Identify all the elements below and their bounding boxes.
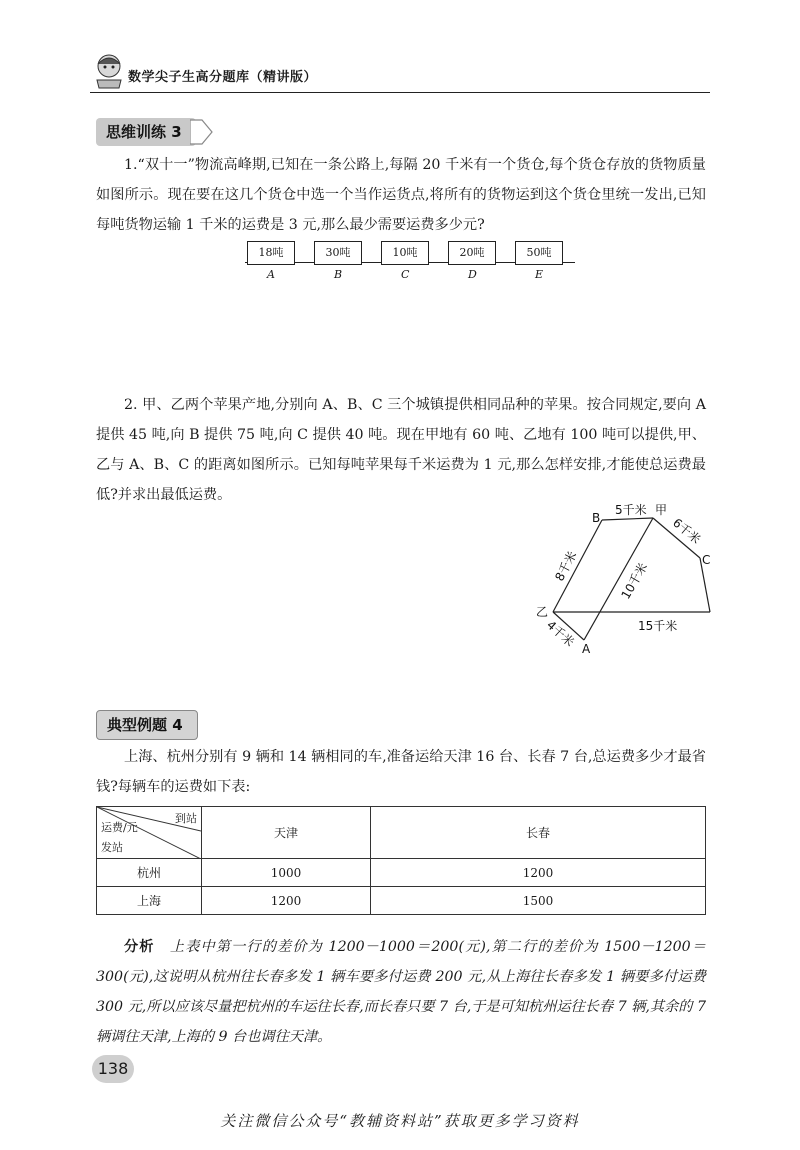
distance-jia-a: 10千米 (618, 560, 651, 602)
warehouse-e-box (515, 241, 563, 265)
corner-freight: 运费/元 (101, 821, 138, 834)
table-corner-cell (97, 807, 202, 859)
warehouse-c-box (381, 241, 429, 265)
distance-diagram (520, 500, 720, 660)
table-cell: 1200 (202, 887, 371, 915)
warehouse-weight: 50吨 (526, 246, 552, 259)
distance-yi-a: 4千米 (543, 617, 577, 650)
footer-note: 关注微信公众号“教辅资料站”获取更多学习资料 (220, 1112, 580, 1130)
distance-b-yi: 8千米 (552, 548, 580, 584)
mascot-icon (92, 52, 126, 90)
analysis-paragraph (96, 932, 706, 1052)
tab-arrow-icon (190, 118, 214, 146)
node-a-label: A (582, 642, 591, 656)
section-title-thinking (96, 118, 196, 146)
warehouse-label-d: D (468, 268, 477, 281)
analysis-text: 上表中第一行的差价为 1200－1000＝200(元),第二行的差价为 1500－1200＝300(元),这说明从杭州往长春多发 1 辆车要多付运费 200 元,从上海往长春多发 1 辆要多付运费 300 元,所以应该尽量把杭州的车运往长春,而长春只要 7 台,于是可知杭州运往长春 7 辆,其余的 7 辆调往天津,上海的 9 台也调往天津。 (96, 939, 707, 1045)
warehouse-label-c: C (401, 268, 410, 281)
node-yi-label: 乙 (536, 605, 549, 619)
section-title-example (96, 710, 198, 740)
table-cell: 1000 (202, 859, 371, 887)
table-row (97, 887, 706, 915)
row-origin: 上海 (97, 887, 202, 915)
section-title-text: 典型例题 4 (107, 716, 183, 734)
analysis-label: 分析 (124, 939, 155, 955)
warehouse-weight: 18吨 (258, 246, 284, 259)
warehouse-b-box (314, 241, 362, 265)
edge-b-jia (602, 518, 653, 520)
book-title: 数学尖子生高分题库（精讲版） (128, 70, 318, 85)
table-cell: 1200 (371, 859, 706, 887)
node-c-label: C (702, 553, 711, 567)
node-jia-label: 甲 (655, 503, 668, 517)
problem-1-text: 1.“双十一”物流高峰期,已知在一条公路上,每隔 20 千米有一个货仓,每个货仓存放的货物质量如图所示。现在要在这几个货仓中选一个当作运货点,将所有的货物运到这个货仓里统一发出,已知每吨货物运输 1 千米的运费是 3 元,那么最少需要运费多少元? (96, 157, 706, 233)
distance-yi-c: 15千米 (638, 619, 678, 633)
distance-b-jia: 5千米 (615, 503, 647, 517)
corner-to-station: 到站 (175, 812, 197, 825)
example-question: 上海、杭州分别有 9 辆和 14 辆相同的车,准备运给天津 16 台、长春 7 台,总运费多少才最省钱?每辆车的运费如下表: (96, 749, 706, 795)
node-b-label: B (592, 511, 601, 525)
page-number: 138 (92, 1055, 134, 1083)
column-header: 长春 (371, 807, 706, 859)
problem-2-text: 2. 甲、乙两个苹果产地,分别向 A、B、C 三个城镇提供相同品种的苹果。按合同规定,要向 A 提供 45 吨,向 B 提供 75 吨,向 C 提供 40 吨。现在甲地有 60 吨、乙地有 100 吨可以提供,甲、乙与 A、B、C 的距离如图所示。已知每吨苹果每千米运费为 1 元,那么怎样安排,才能使总运费最低?并求出最低运费。 (96, 397, 706, 503)
row-origin: 杭州 (97, 859, 202, 887)
section-title-text: 思维训练 3 (106, 123, 182, 141)
freight-table (96, 806, 706, 915)
warehouse-label-a: A (267, 268, 275, 281)
column-header: 天津 (202, 807, 371, 859)
header-divider (90, 92, 710, 93)
table-cell: 1500 (371, 887, 706, 915)
table-row (97, 859, 706, 887)
warehouse-label-e: E (535, 268, 544, 281)
corner-from-station: 发站 (101, 841, 123, 854)
table-header-row (97, 807, 706, 859)
warehouse-a-box (247, 241, 295, 265)
warehouse-d-box (448, 241, 496, 265)
distance-jia-c: 6千米 (670, 515, 704, 547)
warehouse-weight: 20吨 (459, 246, 485, 259)
warehouse-weight: 30吨 (325, 246, 351, 259)
warehouse-weight: 10吨 (392, 246, 418, 259)
warehouse-label-b: B (334, 268, 343, 281)
